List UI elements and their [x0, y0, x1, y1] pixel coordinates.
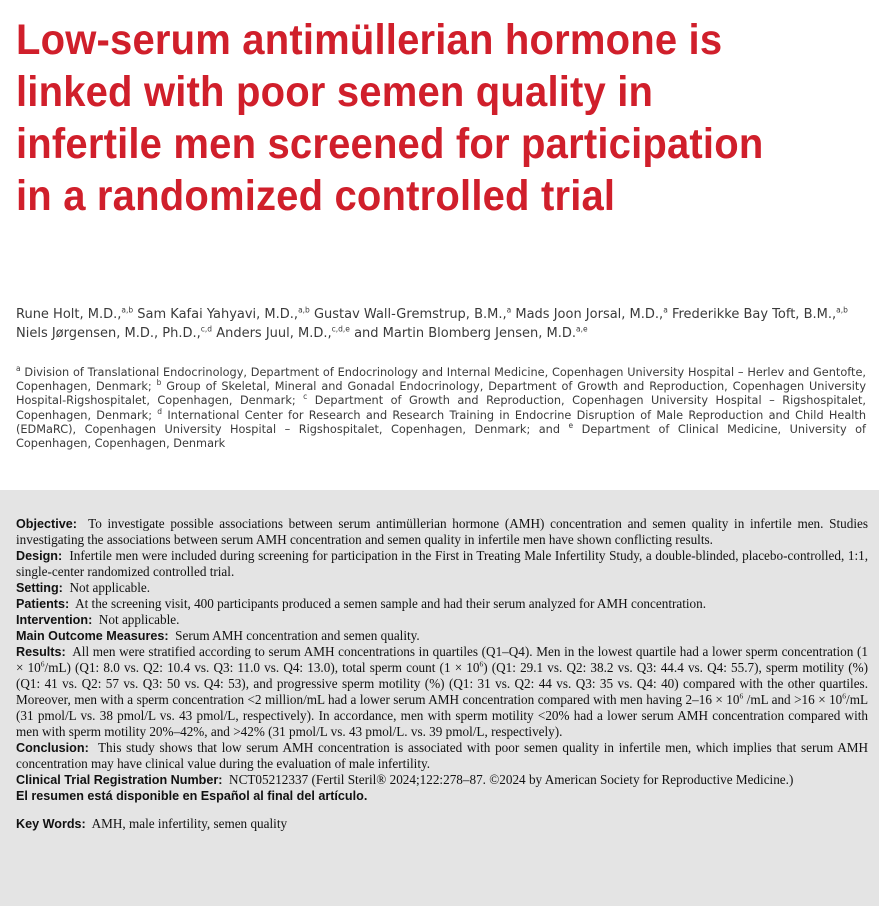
patients-label: Patients:	[16, 597, 70, 611]
affiliation-text: Group of Skeletal, Mineral and Gonadal Endocrinology, Department of Growth and Reproduction, Copenhagen University Hospital-Rigshospitalet, Copenhagen, Denmark;	[16, 380, 867, 408]
affiliation-text: Department of Growth and Reproduction, Copenhagen University Hospital – Rigshospitalet, Copenhagen, Denmark;	[16, 394, 866, 422]
abstract-keywords	[16, 816, 868, 832]
keywords-text: AMH, male infertility, semen quality	[91, 816, 288, 831]
keywords-label: Key Words:	[16, 817, 86, 831]
setting-text: Not applicable.	[69, 580, 151, 595]
abstract-design	[16, 548, 868, 580]
registration-label: Clinical Trial Registration Number:	[16, 773, 223, 787]
author-affiliation-marker: a	[506, 305, 512, 315]
outcome-text: Serum AMH concentration and semen quality.	[175, 628, 420, 643]
design-text: Infertile men were included during screening for participation in the First in Treating Male Infertility Study, a double-blinded, placebo-controlled, 1:1, single-center randomized controlled trial.	[16, 548, 869, 579]
affiliation-text: Department of Clinical Medicine, University of Copenhagen, Copenhagen, Denmark	[16, 422, 867, 451]
author-name: Niels Jørgensen, M.D., Ph.D.,	[16, 326, 201, 341]
intervention-label: Intervention:	[16, 613, 93, 627]
objective-text: To investigate possible associations between serum antimüllerian hormone (AMH) concentration and semen quality in infertile men. Studies investigating the associations between serum AMH concentration and semen quality in infertile men have shown conflicting results.	[16, 516, 868, 547]
abstract-setting	[16, 580, 868, 596]
abstract-results	[16, 644, 868, 740]
affiliation-marker: b	[156, 378, 162, 388]
patients-text: At the screening visit, 400 participants produced a semen sample and had their serum analyzed for AMH concentration.	[75, 596, 707, 611]
author-affiliation-marker: c,d,e	[331, 324, 350, 334]
affiliation-marker: d	[157, 406, 163, 416]
abstract-outcome	[16, 628, 868, 644]
results-text-1: All men were stratified according to serum AMH concentrations in quartiles (Q1–Q4). Men in the lowest quartile had a lower sperm concentration (1 × 10	[16, 644, 868, 675]
setting-label: Setting:	[16, 581, 63, 595]
affiliation-marker: c	[303, 392, 308, 402]
author-name: Gustav Wall-Gremstrup, B.M.,	[313, 307, 507, 322]
design-label: Design:	[16, 549, 63, 563]
author-affiliation-marker: a,b	[836, 305, 848, 315]
author-list	[16, 305, 866, 343]
results-text-5: /mL (31 pmol/L vs. 38 pmol/L vs. 43 pmol/L, respectively). In accordance, men with sperm motility <20% had a lower serum AMH concentration compared with men with sperm motility 20%–42%, and >42% (31 pmol/L vs. 43 pmol/L. vs. 39 pmol/L, respectively).	[16, 692, 869, 739]
spanish-abstract-note: El resumen está disponible en Español al final del artículo.	[16, 789, 368, 803]
abstract-conclusion	[16, 740, 868, 772]
results-exponent-4: 6	[842, 691, 847, 701]
author-affiliation-marker: c,d	[200, 324, 213, 334]
author-affiliation-marker: a	[663, 305, 668, 315]
results-text-2: /mL) (Q1: 8.0 vs. Q2: 10.4 vs. Q3: 11.0 vs. Q4: 13.0), total sperm count (1 × 10	[44, 660, 480, 675]
abstract	[16, 516, 868, 832]
affiliation-marker: a	[16, 364, 21, 374]
author-name: Rune Holt, M.D.,	[16, 307, 122, 322]
author-name: Anders Juul, M.D.,	[216, 326, 332, 341]
author-name: Mads Joon Jorsal, M.D.,	[515, 307, 664, 322]
results-label: Results:	[16, 645, 66, 659]
affiliation-list	[16, 366, 866, 451]
conclusion-text: This study shows that low serum AMH concentration is associated with poor semen quality in infertile men, which implies that serum AMH concentration may have clinical value during the evaluation of male infertility.	[16, 740, 868, 771]
results-text-4: /mL and >16 × 10	[743, 692, 843, 707]
article-title: Low-serum antimüllerian hormone is linked with poor semen quality in infertile men screened for participation in a randomized controlled trial	[16, 16, 764, 220]
results-exponent-1: 6	[40, 659, 45, 669]
author-name: Sam Kafai Yahyavi, M.D.,	[137, 307, 299, 322]
affiliation-text: International Center for Research and Research Training in Endocrine Disruption of Male Reproduction and Child Health (EDMaRC), Copenhagen University Hospital – Rigshospitalet, Copenhagen, Denmark; and	[16, 408, 866, 436]
author-name: and Martin Blomberg Jensen, M.D.	[354, 326, 576, 341]
abstract-registration	[16, 772, 868, 788]
objective-label: Objective:	[16, 517, 77, 531]
abstract-patients	[16, 596, 868, 612]
intervention-text: Not applicable.	[98, 612, 180, 627]
author-affiliation-marker: a,e	[576, 324, 588, 334]
outcome-label: Main Outcome Measures:	[16, 629, 169, 643]
registration-text: NCT05212337 (Fertil Steril® 2024;122:278–87. ©2024 by American Society for Reproductive Medicine.)	[229, 772, 794, 787]
author-name: Frederikke Bay Toft, B.M.,	[671, 307, 837, 322]
results-exponent-3: 6	[739, 691, 744, 701]
affiliation-text: Division of Translational Endocrinology, Department of Endocrinology and Internal Medicine, Copenhagen University Hospital – Herlev and Gentofte, Copenhagen, Denmark;	[16, 366, 866, 394]
author-affiliation-marker: a,b	[298, 305, 310, 315]
results-text-3: ) (Q1: 29.1 vs. Q2: 38.2 vs. Q3: 44.4 vs. Q4: 55.7), sperm motility (%) (Q1: 41 vs. Q2: 57 vs. Q3: 50 vs. Q4: 53), and progressive sperm motility (%) (Q1: 31 vs. Q2: 44 vs. Q3: 35 vs. Q4: 40) compared with the other quartiles. Moreover, men with a sperm concentration <2 million/mL had a lower serum AMH concentration compared with men having 2–16 × 10	[16, 660, 869, 707]
author-affiliation-marker: a,b	[121, 305, 134, 315]
abstract-intervention	[16, 612, 868, 628]
results-exponent-2: 6	[479, 659, 484, 669]
abstract-objective	[16, 516, 868, 548]
affiliation-marker: e	[568, 421, 574, 431]
conclusion-label: Conclusion:	[16, 741, 89, 755]
